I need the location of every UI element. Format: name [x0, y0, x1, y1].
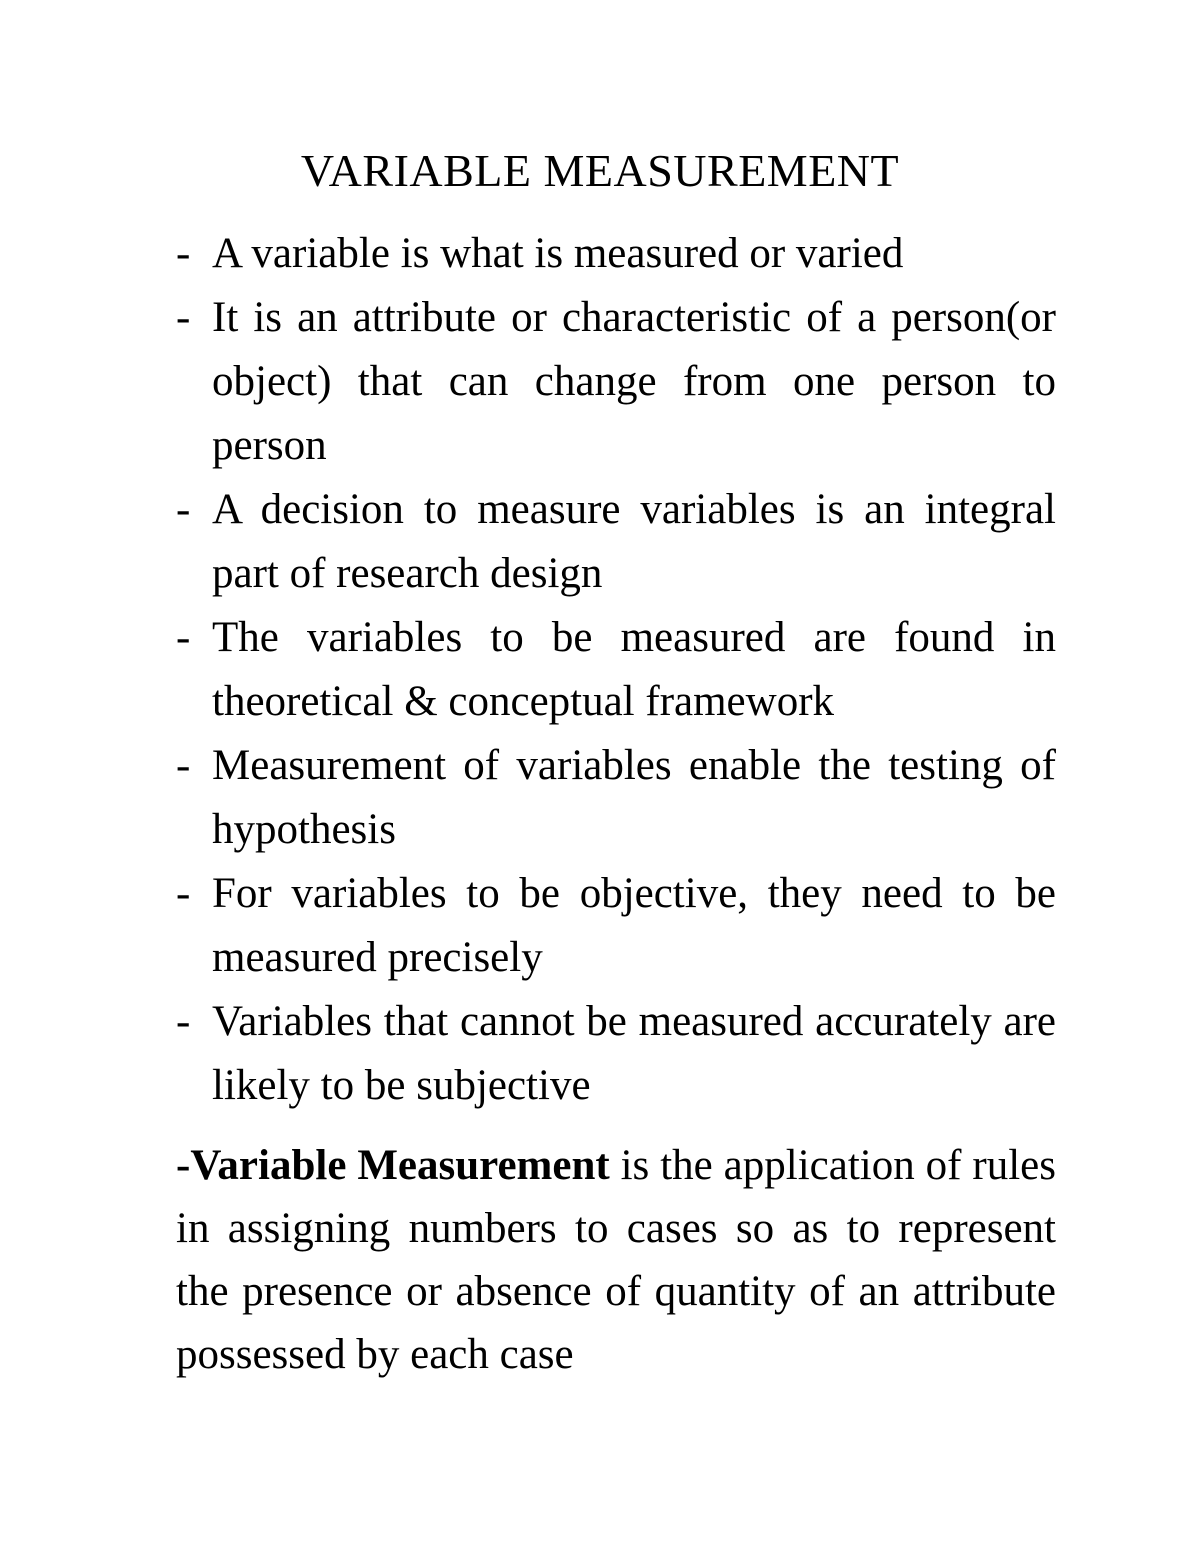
- bullet-text: The variables to be measured are found in theoretical & conceptual framework: [212, 614, 1056, 725]
- bullet-marker: -: [176, 614, 191, 661]
- bullet-marker: -: [176, 294, 191, 341]
- bullet-text: It is an attribute or characteristic of a person(or object) that can change from one person to person: [212, 294, 1056, 469]
- definition-text: is the application of rules in assigning numbers to cases so as to represent the presence or absence of quantity of an attribute possessed by each case: [176, 1142, 1056, 1378]
- bullet-marker: -: [176, 230, 191, 277]
- bullet-item: [176, 286, 1056, 478]
- bullet-text: A decision to measure variables is an integral part of research design: [212, 486, 1056, 597]
- bullet-item: [176, 862, 1056, 990]
- definition-term: -Variable Measurement: [176, 1142, 610, 1189]
- bullet-item: [176, 478, 1056, 606]
- document-title: VARIABLE MEASUREMENT: [300, 145, 900, 196]
- bullet-marker: -: [176, 742, 191, 789]
- definition-paragraph: [176, 1134, 1056, 1386]
- bullet-marker: -: [176, 486, 191, 533]
- bullet-marker: -: [176, 998, 191, 1045]
- bullet-item: [176, 990, 1056, 1118]
- bullet-text: Variables that cannot be measured accurately are likely to be subjective: [212, 998, 1056, 1109]
- bullet-marker: -: [176, 870, 191, 917]
- bullet-text: A variable is what is measured or varied: [212, 230, 904, 277]
- bullet-list: [176, 222, 1056, 1118]
- bullet-item: [176, 606, 1056, 734]
- bullet-text: Measurement of variables enable the testing of hypothesis: [212, 742, 1056, 853]
- bullet-item: [176, 734, 1056, 862]
- bullet-text: For variables to be objective, they need to be measured precisely: [212, 870, 1056, 981]
- bullet-item: [176, 222, 1056, 286]
